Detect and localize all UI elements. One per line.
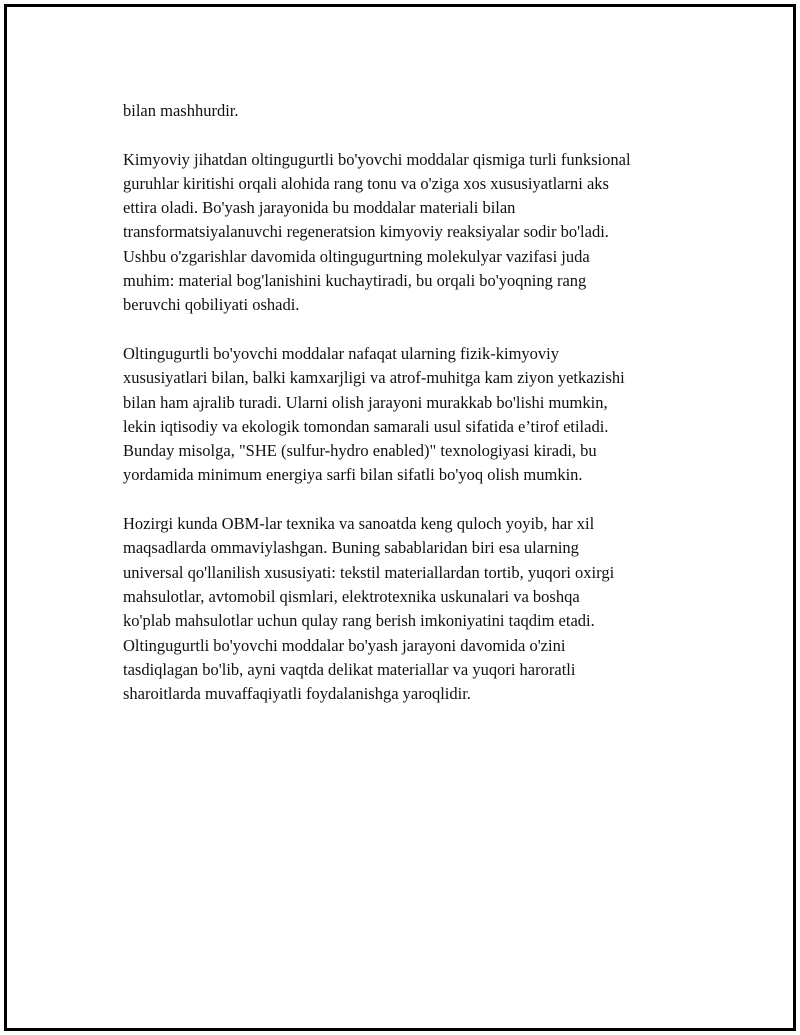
paragraph-economic-ecological: Oltingugurtli bo'yovchi moddalar nafaqat ularning fizik-kimyoviy xususiyatlari bilan, balki kamxarjligi va atrof-muhitga kam ziyon yetkazishi bilan ham ajralib turadi. Ularni olish jarayoni murakkab bo'lishi mumkin, lekin iqtisodiy va ekologik tomondan samarali usul sifatida e’tirof etiladi. Bunday misolga, "SHE (sulfur-hydro enabled)" texnologiyasi kiradi, bu yordamida minimum energiya sarfi bilan sifatli bo'yoq olish mumkin. [123,343,625,485]
paragraph-chemical-properties: Kimyoviy jihatdan oltingugurtli bo'yovchi moddalar qismiga turli funksional guruhlar kiritishi orqali alohida rang tonu va o'ziga xos xususiyatlarni aks ettira oladi. Bo'yash jarayonida bu moddalar materiali bilan transformatsiyalanuvchi regeneratsion kimyoviy reaksiyalar sodir bo'ladi. Ushbu o'zgarishlar davomida oltingugurtning molekulyar vazifasi juda muhim: material bog'lanishini kuchaytiradi, bu orqali bo'yoqning rang beruvchi qobiliyati oshadi. [123,149,631,315]
paragraph-continuation: bilan mashhurdir. [123,101,239,120]
page-border [4,4,796,1031]
paragraph-applications: Hozirgi kunda OBM-lar texnika va sanoatda keng quloch yoyib, har xil maqsadlarda ommaviylashgan. Buning sabablaridan biri esa ularning universal qo'llanilish xususiyati: tekstil materiallardan tortib, yuqori oxirgi mahsulotlar, avtomobil qismlari, elektrotexnika uskunalari va boshqa ko'plab mahsulotlar uchun qulay rang berish imkoniyatini taqdim etadi. Oltingugurtli bo'yovchi moddalar bo'yash jarayoni davomida o'zini tasdiqlagan bo'lib, ayni vaqtda delikat materiallar va yuqori haroratli sharoitlarda muvaffaqiyatli foydalanishga yaroqlidir. [123,514,615,704]
document-body [123,99,703,731]
